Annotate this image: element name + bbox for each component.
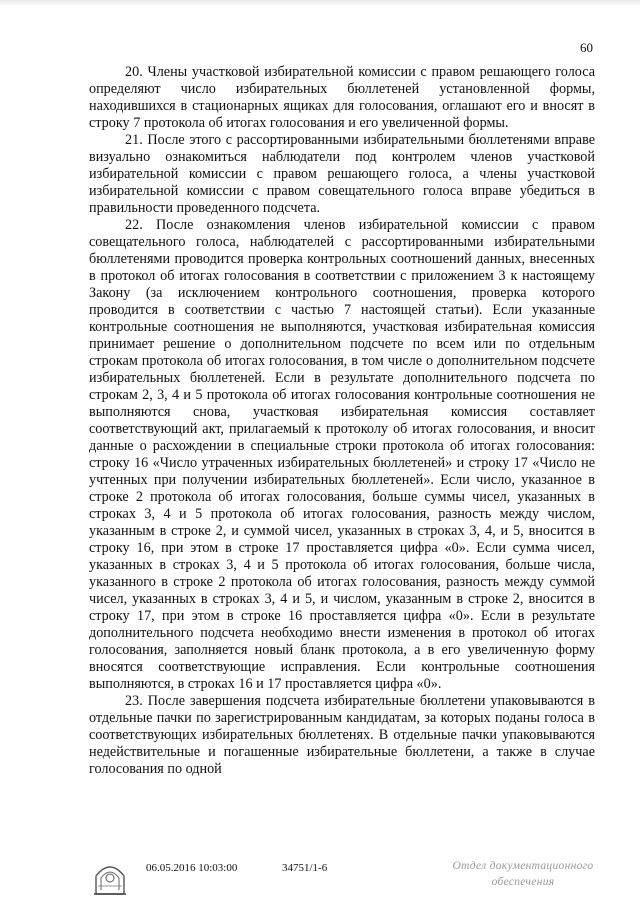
footer-date: 06.05.2016 10:03:00 [146,862,238,874]
page-number: 60 [580,40,593,55]
department-stamp [448,858,598,890]
page-footer [0,852,640,905]
stamp-line-1: Отдел документационного [452,860,594,872]
paragraph-22: 22. После ознакомления членов избирательной комиссии с правом совещательного голоса, наблюдателей с рассортированными избирательными бюллетенями проводится проверка контрольных соотношений данных, внесенных в протокол об итогах голосования в соответствии с приложением 3 к настоящему Закону (за исключением контрольного соотношения, проверка которого проводится в соответствии с частью 7 настоящей статьи). Если указанные контрольные соотношения не выполняются, участковая избирательная комиссия принимает решение о дополнительном подсчете по всем или по отдельным строкам протокола об итогах голосования, в том числе о дополнительном подсчете избирательных бюллетеней. Если в результате дополнительного подсчета по строкам 2, 3, 4 и 5 протокола об итогах голосования контрольные соотношения не выполняются снова, участковая избирательная комиссия составляет соответствующий акт, прилагаемый к протоколу об итогах голосования, и вносит данные о расхождении в специальные строки протокола об итогах голосования: строку 16 «Число утраченных избирательных бюллетеней» и строку 17 «Число не учтенных при получении избирательных бюллетеней». Если число, указанное в строке 2 протокола об итогах голосования, больше суммы чисел, указанных в строках 3, 4 и 5 протокола об итогах голосования, разность между числом, указанным в строке 2, и суммой чисел, указанных в строках 3, 4, и 5, вносится в строку 16, при этом в строке 17 проставляется цифра «0». Если сумма чисел, указанных в строках 3, 4 и 5 протокола об итогах голосования, больше числа, указанного в строке 2 протокола об итогах голосования, разность между суммой чисел, указанных в строках 3, 4 и 5, и числом, указанным в строке 2, вносится в строку 17, при этом в строке 16 проставляется цифра «0». Если в результате дополнительного подсчета необходимо внести изменения в протокол об итогах голосования, заполняется новый бланк протокола, а в его увеличенную форму вносятся соответствующие исправления. Если контрольные соотношения выполняются, в строках 16 и 17 проставляется цифра «0». [89,217,595,692]
seal-icon [92,856,128,896]
paragraph-21: 21. После этого с рассортированными избирательными бюллетенями вправе визуально ознакомиться наблюдатели под контролем членов участковой избирательной комиссии с правом решающего голоса, а члены участковой избирательной комиссии с правом совещательного голоса вправе убедиться в правильности проведенного подсчета. [89,132,595,216]
document-body [89,64,595,778]
paragraph-23: 23. После завершения подсчета избирательные бюллетени упаковываются в отдельные пачки по зарегистрированным кандидатам, за которых поданы голоса в соответствующих избирательных бюллетенях. В отдельные пачки упаковываются недействительные и погашенные избирательные бюллетени, а также в случае голосования по одной [89,693,595,777]
paragraph-20: 20. Члены участковой избирательной комиссии с правом решающего голоса определяют число избирательных бюллетеней установленной формы, находившихся в стационарных ящиках для голосования, оглашают его и вносят в строку 7 протокола об итогах голосования и его увеличенной формы. [89,64,595,131]
scan-edge [0,0,640,6]
stamp-line-2: обеспечения [491,876,555,888]
footer-doc-id: 34751/1-6 [282,862,328,874]
